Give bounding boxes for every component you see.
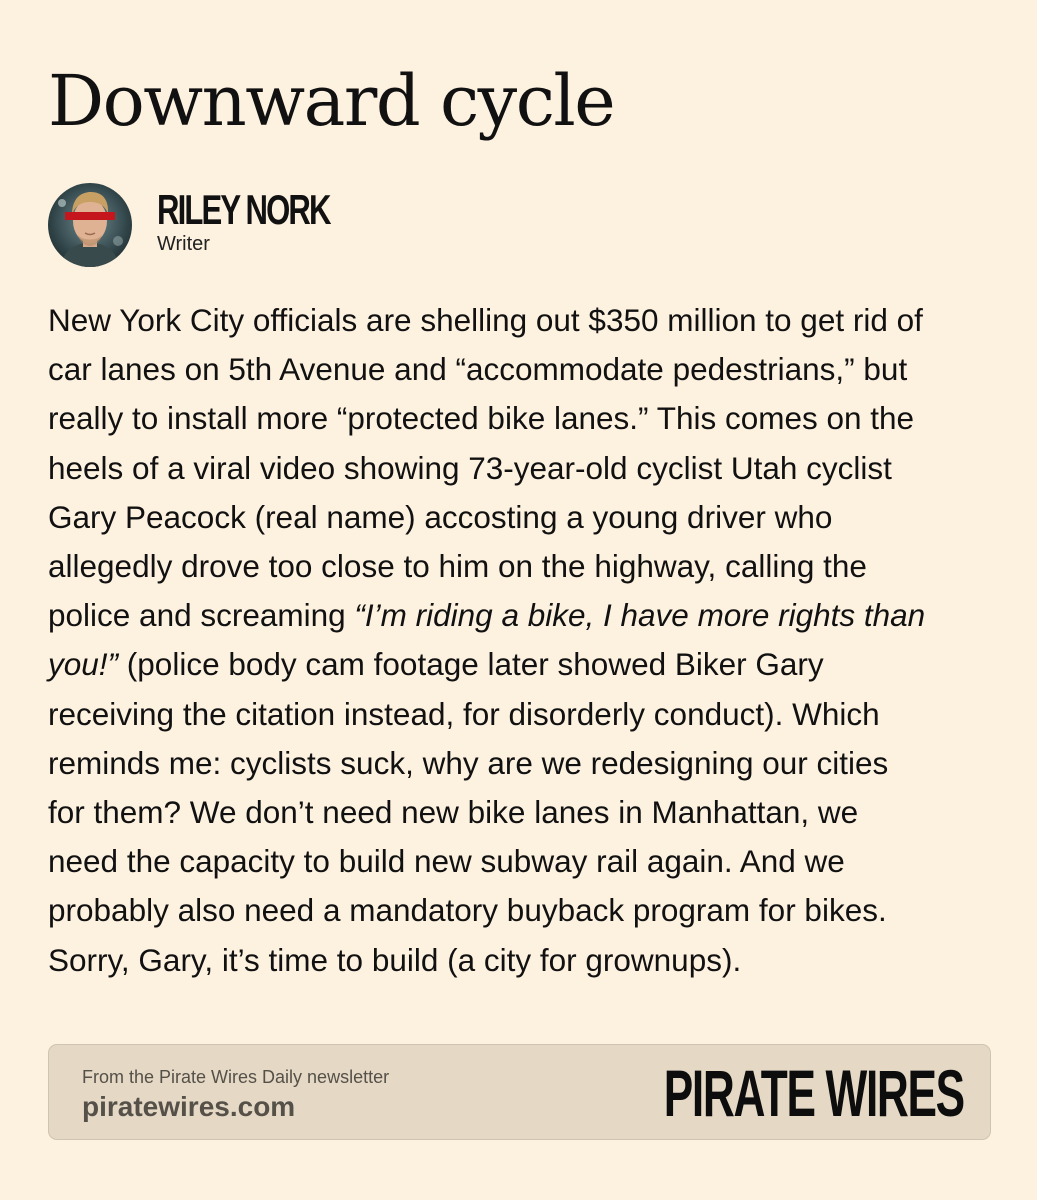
body-line: heels of a viral video showing 73-year-old cyclist Utah cyclist xyxy=(48,449,892,486)
body-line xyxy=(48,591,993,640)
body-text-segment: (police body cam footage later showed Biker Gary xyxy=(126,646,824,683)
author-name: RILEY NORK xyxy=(157,186,330,233)
newsletter-footer xyxy=(48,1044,991,1140)
author-avatar xyxy=(48,183,132,267)
quote-text: you!” xyxy=(48,646,119,683)
footer-url-link[interactable]: piratewires.com xyxy=(82,1091,296,1122)
logo-wordmark: PIRATE WIRES xyxy=(663,1056,964,1130)
author-photo-icon xyxy=(48,183,132,267)
pirate-wires-logo xyxy=(663,1056,964,1130)
body-text-segment: police and screaming xyxy=(48,597,355,634)
quote-text: “I’m riding a bike, I have more rights than xyxy=(354,597,926,634)
article-title: Downward cycle xyxy=(48,60,615,142)
body-line: reminds me: cyclists suck, why are we redesigning our cities xyxy=(48,744,889,781)
article-body xyxy=(48,296,993,985)
author-byline xyxy=(48,183,390,267)
body-line: Gary Peacock (real name) accosting a young driver who xyxy=(48,498,833,535)
body-line: allegedly drove too close to him on the highway, calling the xyxy=(48,548,867,585)
body-line: need the capacity to build new subway rail again. And we xyxy=(48,843,845,880)
body-line: probably also need a mandatory buyback program for bikes. xyxy=(48,892,887,929)
body-line: car lanes on 5th Avenue and “accommodate pedestrians,” but xyxy=(48,351,908,388)
body-line xyxy=(48,640,993,689)
footer-caption: From the Pirate Wires Daily newsletter xyxy=(82,1067,390,1087)
body-line: receiving the citation instead, for disorderly conduct). Which xyxy=(48,695,880,732)
body-line: for them? We don’t need new bike lanes in Manhattan, we xyxy=(48,794,859,831)
body-line: really to install more “protected bike lanes.” This comes on the xyxy=(48,400,915,437)
body-line: Sorry, Gary, it’s time to build (a city for grownups). xyxy=(48,941,742,978)
body-line: New York City officials are shelling out $350 million to get rid of xyxy=(48,302,923,338)
author-role: Writer xyxy=(157,233,210,255)
